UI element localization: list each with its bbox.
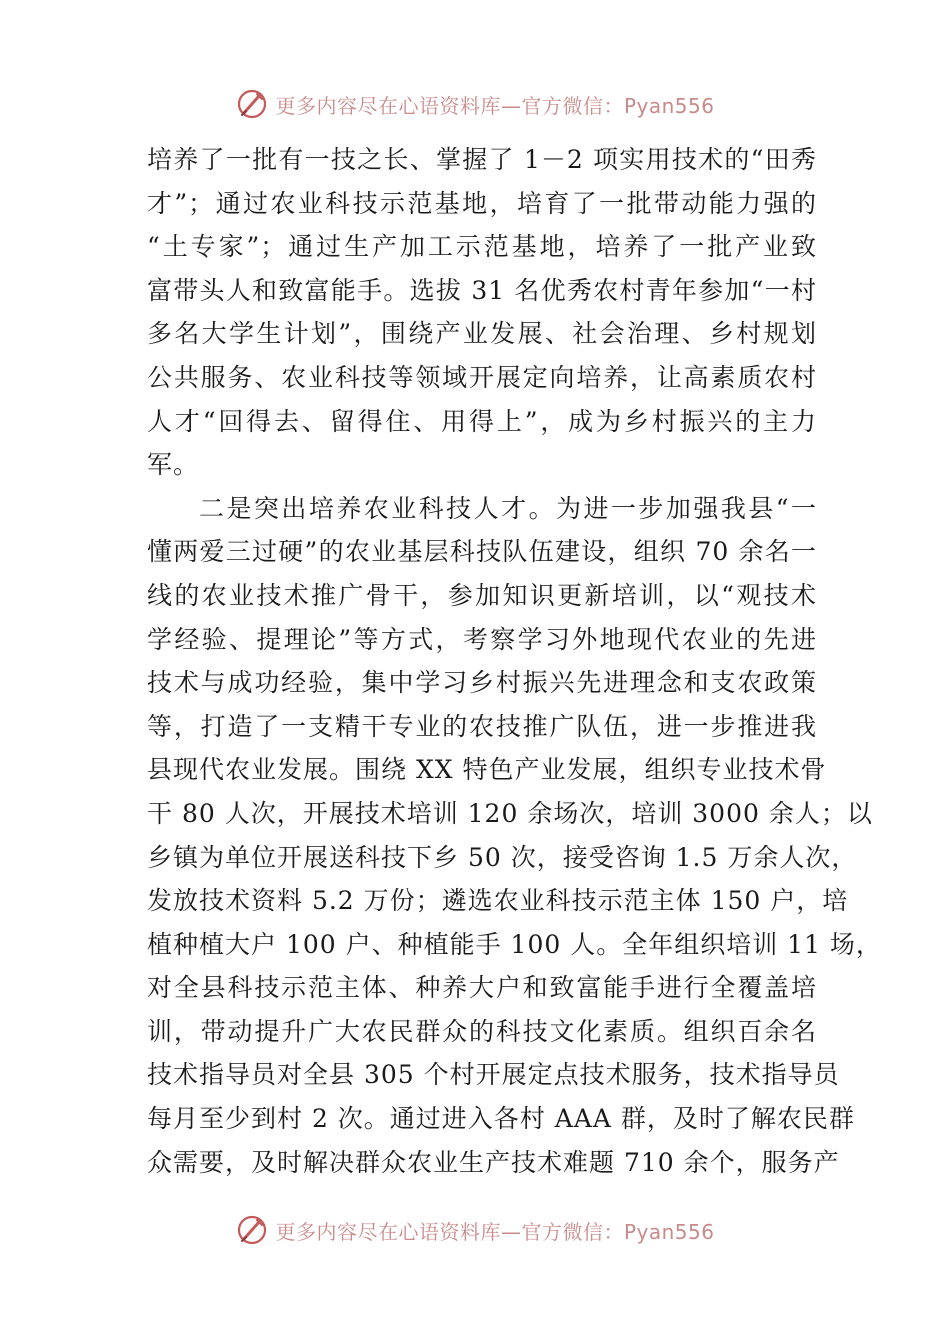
text-line: 人才“回得去、留得住、用得上”，成为乡村振兴的主力 <box>147 406 817 436</box>
text-line: 每月至少到村 2 次。通过进入各村 AAA 群，及时了解农民群 <box>147 1104 855 1134</box>
text-line: “土专家”；通过生产加工示范基地，培养了一批产业致 <box>147 232 817 262</box>
text-line: 军。 <box>147 450 200 480</box>
text-line: 技术指导员对全县 305 个村开展定点技术服务，技术指导员 <box>147 1060 840 1090</box>
text-line: 才”；通过农业科技示范基地，培育了一批带动能力强的 <box>147 188 817 218</box>
text-line: 发放技术资料 5.2 万份；遴选农业科技示范主体 150 户，培 <box>147 886 849 916</box>
pen-logo-icon <box>235 1213 269 1247</box>
text-line: 线的农业技术推广骨干，参加知识更新培训，以“观技术 <box>147 580 817 610</box>
text-line: 懂两爱三过硬”的农业基层科技队伍建设，组织 70 余名一 <box>147 537 817 567</box>
paragraph-first-line: 二是突出培养农业科技人才。为进一步加强我县“一 <box>199 493 817 523</box>
text-line: 干 80 人次，开展技术培训 120 余场次，培训 3000 余人；以 <box>147 798 873 828</box>
text-line: 公共服务、农业科技等领域开展定向培养，让高素质农村 <box>147 362 817 392</box>
text-line: 对全县科技示范主体、种养大户和致富能手进行全覆盖培 <box>147 973 817 1003</box>
text-line: 县现代农业发展。围绕 XX 特色产业发展，组织专业技术骨 <box>147 755 827 785</box>
text-line: 培养了一批有一技之长、掌握了 1－2 项实用技术的“田秀 <box>147 145 817 174</box>
header-watermark <box>0 84 950 124</box>
document-body <box>147 138 882 1184</box>
watermark-text: 更多内容尽在心语资料库—官方微信：Pyan556 <box>275 93 715 118</box>
text-line: 等，打造了一支精干专业的农技推广队伍，进一步推进我 <box>147 711 817 741</box>
text-line: 乡镇为单位开展送科技下乡 50 次，接受咨询 1.5 万余人次， <box>147 842 858 872</box>
pen-logo-icon <box>235 87 269 121</box>
footer-watermark <box>0 1210 950 1250</box>
text-line: 学经验、提理论”等方式，考察学习外地现代农业的先进 <box>147 624 817 654</box>
text-line: 富带头人和致富能手。选拔 31 名优秀农村青年参加“一村 <box>147 275 817 305</box>
text-line: 众需要，及时解决群众农业生产技术难题 710 余个，服务产 <box>147 1147 840 1177</box>
text-line: 多名大学生计划”，围绕产业发展、社会治理、乡村规划 <box>147 319 817 349</box>
text-line: 技术与成功经验，集中学习乡村振兴先进理念和支农政策 <box>147 668 817 698</box>
text-line: 植种植大户 100 户、种植能手 100 人。全年组织培训 11 场， <box>147 929 882 959</box>
text-line: 训，带动提升广大农民群众的科技文化素质。组织百余名 <box>147 1016 817 1046</box>
watermark-text: 更多内容尽在心语资料库—官方微信：Pyan556 <box>275 1219 715 1244</box>
